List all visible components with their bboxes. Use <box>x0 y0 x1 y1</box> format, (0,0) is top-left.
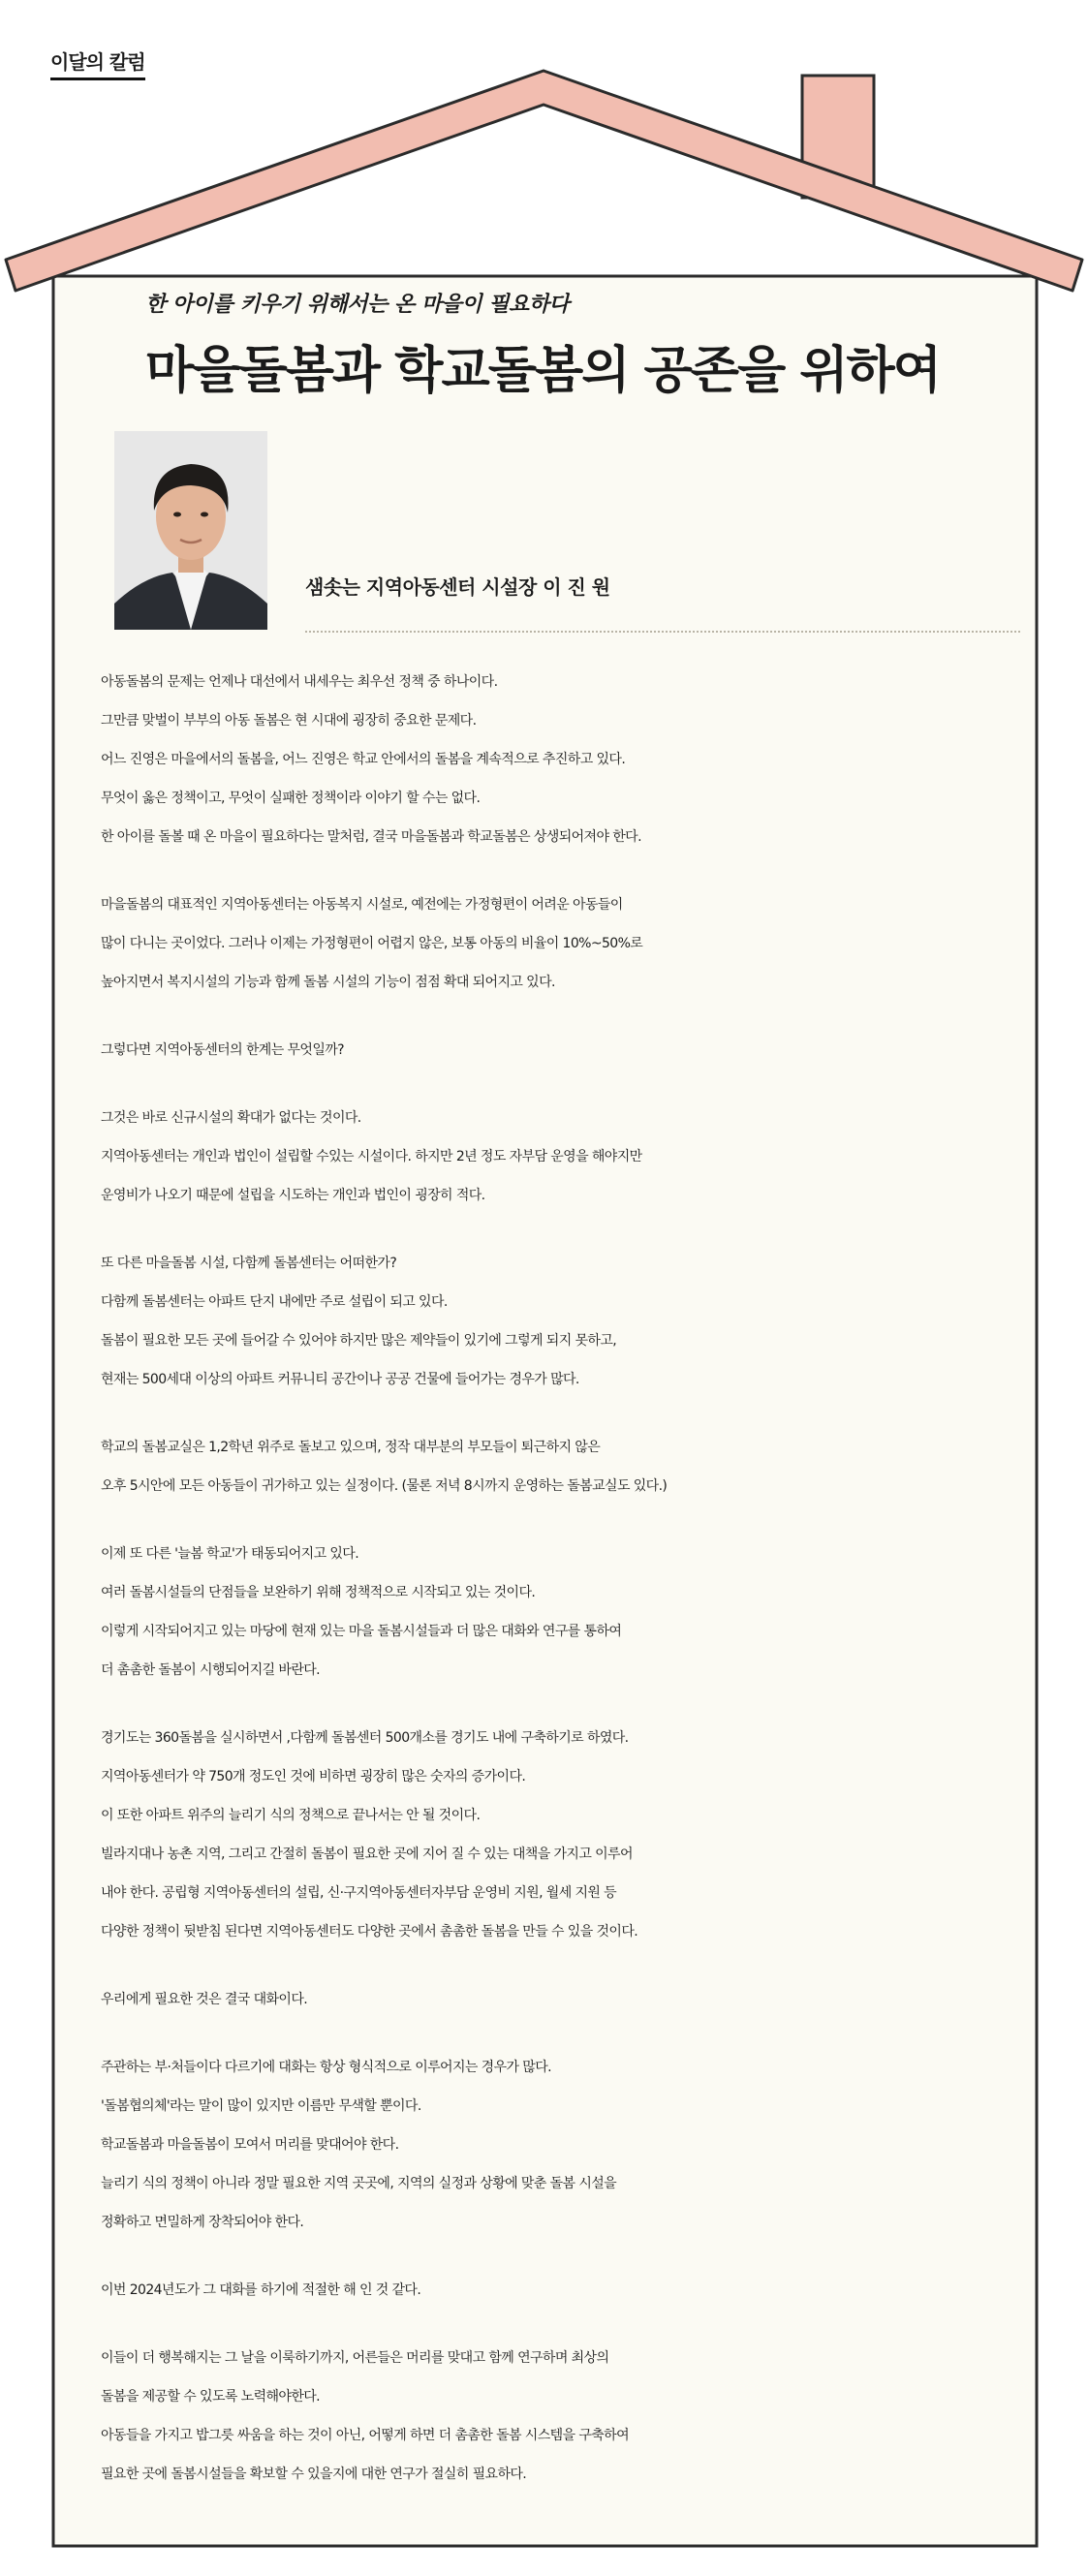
paragraph <box>101 1099 1041 1215</box>
paragraph <box>101 1031 1041 1070</box>
text-line: 높아지면서 복지시설의 기능과 함께 돌봄 시설의 기능이 점점 확대 되어지고 있다. <box>101 975 555 990</box>
text-line: 무엇이 옳은 정책이고, 무엇이 실패한 정책이라 이야기 할 수는 없다. <box>101 791 481 806</box>
text-line: 이제 또 다른 '늘봄 학교'가 태동되어지고 있다. <box>101 1546 359 1562</box>
text-line: 또 다른 마을돌봄 시설, 다함께 돌봄센터는 어떠한가? <box>101 1256 397 1271</box>
text-line: 운영비가 나오기 때문에 설립을 시도하는 개인과 법인이 굉장히 적다. <box>101 1188 485 1203</box>
text-line: 한 아이를 돌볼 때 온 마을이 필요하다는 말처럼, 결국 마을돌봄과 학교돌봄은 상생되어져야 한다. <box>101 829 641 845</box>
article-body <box>101 663 1041 2523</box>
text-line: 정확하고 면밀하게 장착되어야 한다. <box>101 2215 304 2230</box>
paragraph <box>101 2271 1041 2310</box>
text-line: 그만큼 맞벌이 부부의 아동 돌봄은 현 시대에 굉장히 중요한 문제다. <box>101 713 477 729</box>
paragraph <box>101 1428 1041 1505</box>
kicker: 한 아이를 키우기 위해서는 온 마을이 필요하다 <box>145 293 570 317</box>
text-line: 내야 한다. 공립형 지역아동센터의 설립, 신·구지역아동센터자부담 운영비 지원, 월세 지원 등 <box>101 1885 617 1901</box>
paragraph <box>101 2339 1041 2494</box>
text-line: 필요한 곳에 돌봄시설들을 확보할 수 있을지에 대한 연구가 절실히 필요하다. <box>101 2467 527 2482</box>
text-line: 돌봄이 필요한 모든 곳에 들어갈 수 있어야 하지만 많은 제약들이 있기에 그렇게 되지 못하고, <box>101 1333 617 1349</box>
text-line: 많이 다니는 곳이었다. 그러나 이제는 가정형편이 어렵지 않은, 보통 아동의 비율이 10%~50%로 <box>101 936 643 951</box>
paragraph <box>101 1719 1041 1951</box>
paragraph <box>101 1244 1041 1399</box>
text-line: 빌라지대나 농촌 지역, 그리고 간절히 돌봄이 필요한 곳에 지어 질 수 있는 대책을 가지고 이루어 <box>101 1847 633 1862</box>
roof <box>6 71 1082 291</box>
text-line: 여러 돌봄시설들의 단점들을 보완하기 위해 정책적으로 시작되고 있는 것이다. <box>101 1585 536 1600</box>
paragraph <box>101 1535 1041 1690</box>
text-line: 이렇게 시작되어지고 있는 마당에 현재 있는 마을 돌봄시설들과 더 많은 대화와 연구를 통하여 <box>101 1624 622 1639</box>
headline: 마을돌봄과 학교돌봄의 공존을 위하여 <box>145 342 941 400</box>
text-line: 우리에게 필요한 것은 결국 대화이다. <box>101 1992 308 2007</box>
text-line: 그것은 바로 신규시설의 확대가 없다는 것이다. <box>101 1110 361 1126</box>
section-label: 이달의 칼럼 <box>50 47 145 80</box>
author-photo <box>114 431 267 630</box>
text-line: 경기도는 360돌봄을 실시하면서 ,다함께 돌봄센터 500개소를 경기도 내에 구축하기로 하였다. <box>101 1730 629 1746</box>
text-line: 오후 5시안에 모든 아동들이 귀가하고 있는 실정이다. (물론 저녁 8시까지 운영하는 돌봄교실도 있다.) <box>101 1478 668 1494</box>
text-line: '돌봄협의체'라는 말이 많이 있지만 이름만 무색할 뿐이다. <box>101 2098 421 2114</box>
text-line: 주관하는 부·처들이다 다르기에 대화는 항상 형식적으로 이루어지는 경우가 많다. <box>101 2060 551 2075</box>
paragraph <box>101 1980 1041 2019</box>
text-line: 이 또한 아파트 위주의 늘리기 식의 정책으로 끝나서는 안 될 것이다. <box>101 1808 481 1823</box>
divider <box>305 631 1020 633</box>
paragraph <box>101 885 1041 1002</box>
text-line: 이들이 더 행복해지는 그 날을 이룩하기까지, 어른들은 머리를 맞대고 함께 연구하며 최상의 <box>101 2350 609 2366</box>
text-line: 아동돌봄의 문제는 언제나 대선에서 내세우는 최우선 정책 중 하나이다. <box>101 674 498 690</box>
text-line: 학교의 돌봄교실은 1,2학년 위주로 돌보고 있으며, 정작 대부분의 부모들이 퇴근하지 않은 <box>101 1440 601 1455</box>
text-line: 어느 진영은 마을에서의 돌봄을, 어느 진영은 학교 안에서의 돌봄을 계속적으로 추진하고 있다. <box>101 752 626 767</box>
text-line: 이번 2024년도가 그 대화를 하기에 적절한 해 인 것 같다. <box>101 2282 421 2298</box>
text-line: 지역아동센터가 약 750개 정도인 것에 비하면 굉장히 많은 숫자의 증가이다. <box>101 1769 526 1785</box>
byline: 샘솟는 지역아동센터 시설장 이 진 원 <box>305 575 610 599</box>
text-line: 마을돌봄의 대표적인 지역아동센터는 아동복지 시설로, 예전에는 가정형편이 어려운 아동들이 <box>101 897 623 913</box>
text-line: 더 촘촘한 돌봄이 시행되어지길 바란다. <box>101 1662 321 1678</box>
paragraph <box>101 2048 1041 2242</box>
text-line: 다함께 돌봄센터는 아파트 단지 내에만 주로 설립이 되고 있다. <box>101 1294 448 1310</box>
text-line: 돌봄을 제공할 수 있도록 노력해야한다. <box>101 2389 321 2405</box>
text-line: 다양한 정책이 뒷받침 된다면 지역아동센터도 다양한 곳에서 촘촘한 돌봄을 만들 수 있을 것이다. <box>101 1924 638 1940</box>
text-line: 현재는 500세대 이상의 아파트 커뮤니티 공간이나 공공 건물에 들어가는 경우가 많다. <box>101 1372 579 1387</box>
text-line: 학교돌봄과 마을돌봄이 모여서 머리를 맞대어야 한다. <box>101 2137 399 2153</box>
text-line: 아동들을 가지고 밥그릇 싸움을 하는 것이 아닌, 어떻게 하면 더 촘촘한 돌봄 시스템을 구축하여 <box>101 2428 630 2443</box>
text-line: 그렇다면 지역아동센터의 한계는 무엇일까? <box>101 1042 345 1058</box>
paragraph <box>101 663 1041 856</box>
text-line: 지역아동센터는 개인과 법인이 설립할 수있는 시설이다. 하지만 2년 정도 자부담 운영을 해야지만 <box>101 1149 642 1164</box>
text-line: 늘리기 식의 정책이 아니라 정말 필요한 지역 곳곳에, 지역의 실정과 상황에 맞춘 돌봄 시설을 <box>101 2176 617 2191</box>
